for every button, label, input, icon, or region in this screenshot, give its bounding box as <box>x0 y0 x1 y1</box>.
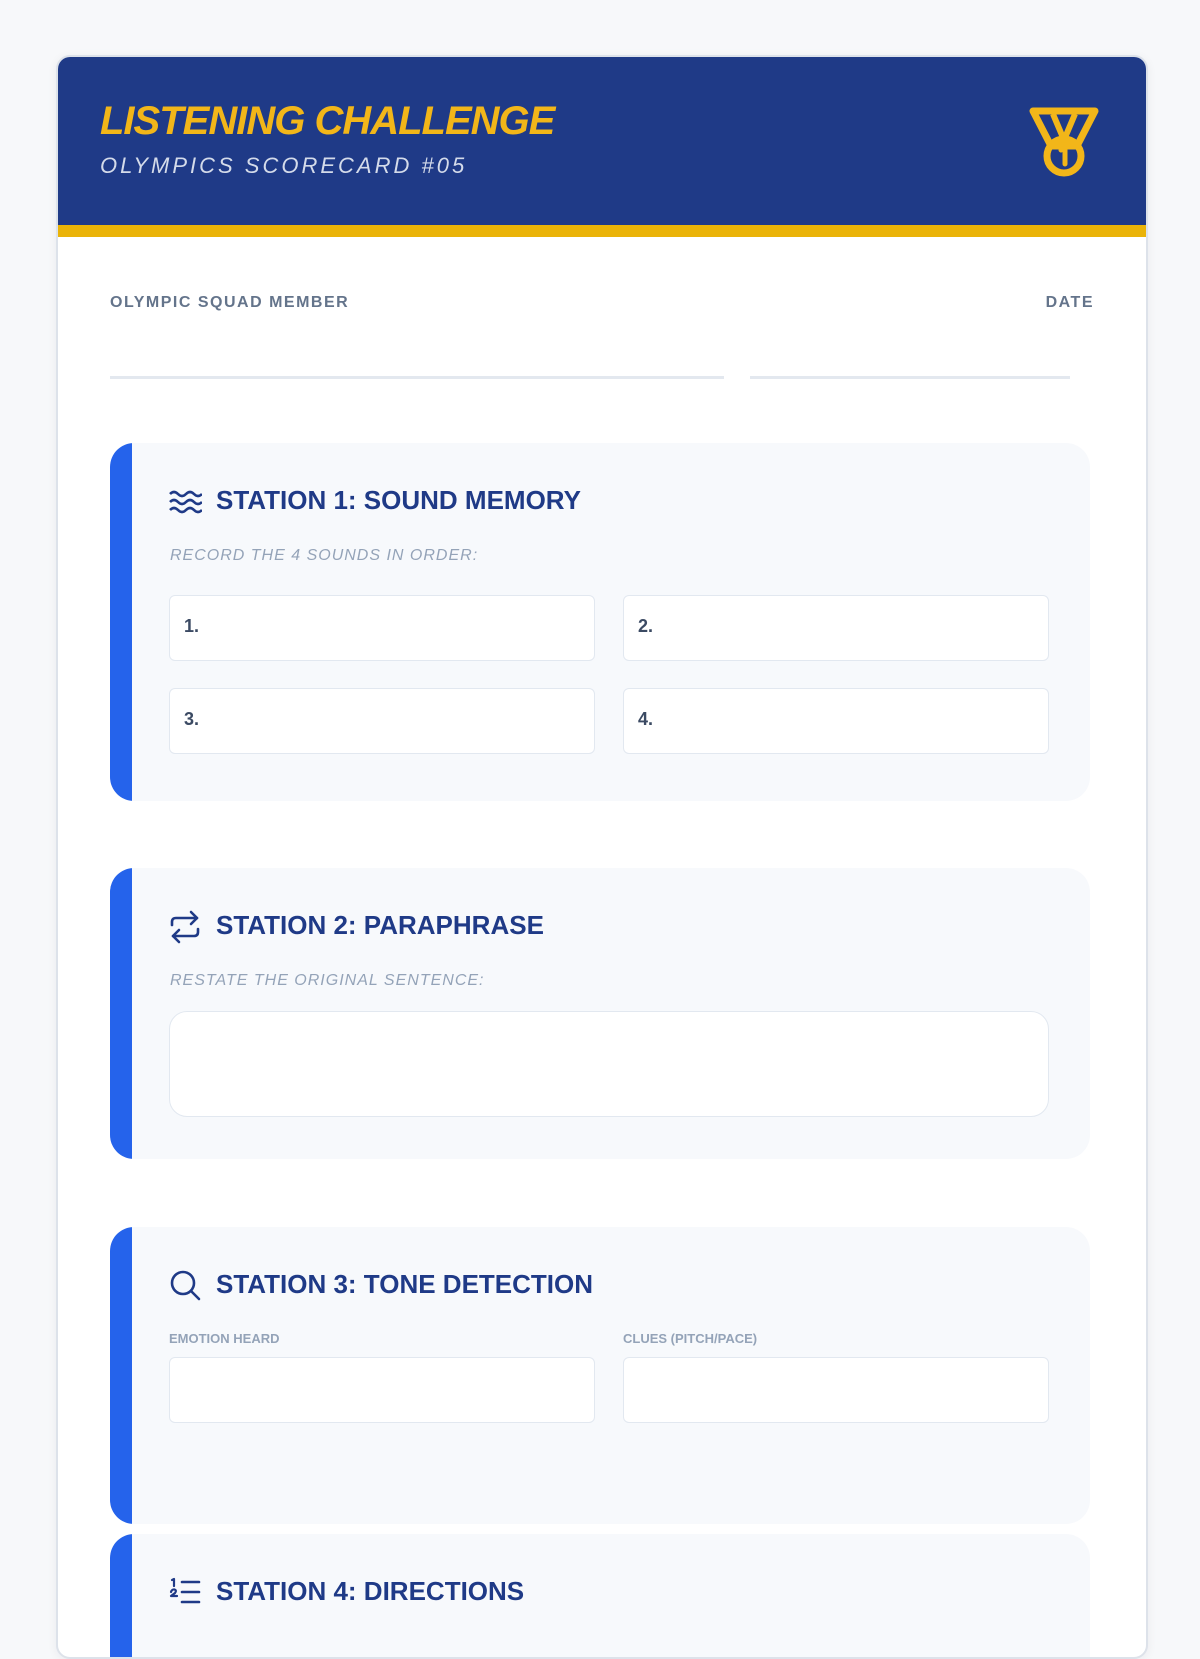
member-input-line[interactable] <box>110 376 724 379</box>
clues-input[interactable] <box>623 1357 1049 1423</box>
scorecard <box>56 55 1148 1659</box>
sound-slot-3[interactable] <box>169 688 595 754</box>
waves-icon <box>168 485 202 519</box>
paraphrase-input[interactable] <box>169 1011 1049 1117</box>
station-3-card <box>110 1227 1090 1524</box>
emotion-input[interactable] <box>169 1357 595 1423</box>
member-label: OLYMPIC SQUAD MEMBER <box>110 294 350 311</box>
station-title: STATION 4: DIRECTIONS <box>216 1576 525 1606</box>
station-4-card <box>110 1534 1090 1659</box>
station-prompt: RECORD THE 4 SOUNDS IN ORDER: <box>170 547 479 564</box>
search-icon <box>168 1268 202 1302</box>
clues-label: CLUES (PITCH/PACE) <box>623 1331 758 1346</box>
station-accent-bar <box>110 868 132 1159</box>
sound-slot-4[interactable] <box>623 688 1049 754</box>
page-subtitle: OLYMPICS SCORECARD #05 <box>100 153 468 178</box>
repeat-icon <box>168 910 202 944</box>
station-accent-bar <box>110 443 132 801</box>
station-accent-bar <box>110 1227 132 1524</box>
slot-number: 3. <box>184 709 200 729</box>
station-1-card <box>110 443 1090 801</box>
numbered-list-icon <box>168 1575 202 1609</box>
slot-number: 2. <box>638 616 654 636</box>
slot-number: 1. <box>184 616 200 636</box>
sound-slot-2[interactable] <box>623 595 1049 661</box>
station-2-card <box>110 868 1090 1159</box>
header-accent-stripe <box>58 225 1146 237</box>
date-label: DATE <box>1045 294 1094 311</box>
station-title: STATION 3: TONE DETECTION <box>216 1269 594 1299</box>
page-title: LISTENING CHALLENGE <box>100 99 555 143</box>
scorecard-header <box>58 57 1146 225</box>
station-title: STATION 1: SOUND MEMORY <box>216 485 581 515</box>
medal-icon <box>1027 102 1101 178</box>
slot-number: 4. <box>638 709 654 729</box>
sound-slot-1[interactable] <box>169 595 595 661</box>
date-input-line[interactable] <box>750 376 1070 379</box>
emotion-label: EMOTION HEARD <box>169 1331 280 1346</box>
station-title: STATION 2: PARAPHRASE <box>216 910 544 940</box>
station-accent-bar <box>110 1534 132 1659</box>
station-prompt: RESTATE THE ORIGINAL SENTENCE: <box>170 972 485 989</box>
